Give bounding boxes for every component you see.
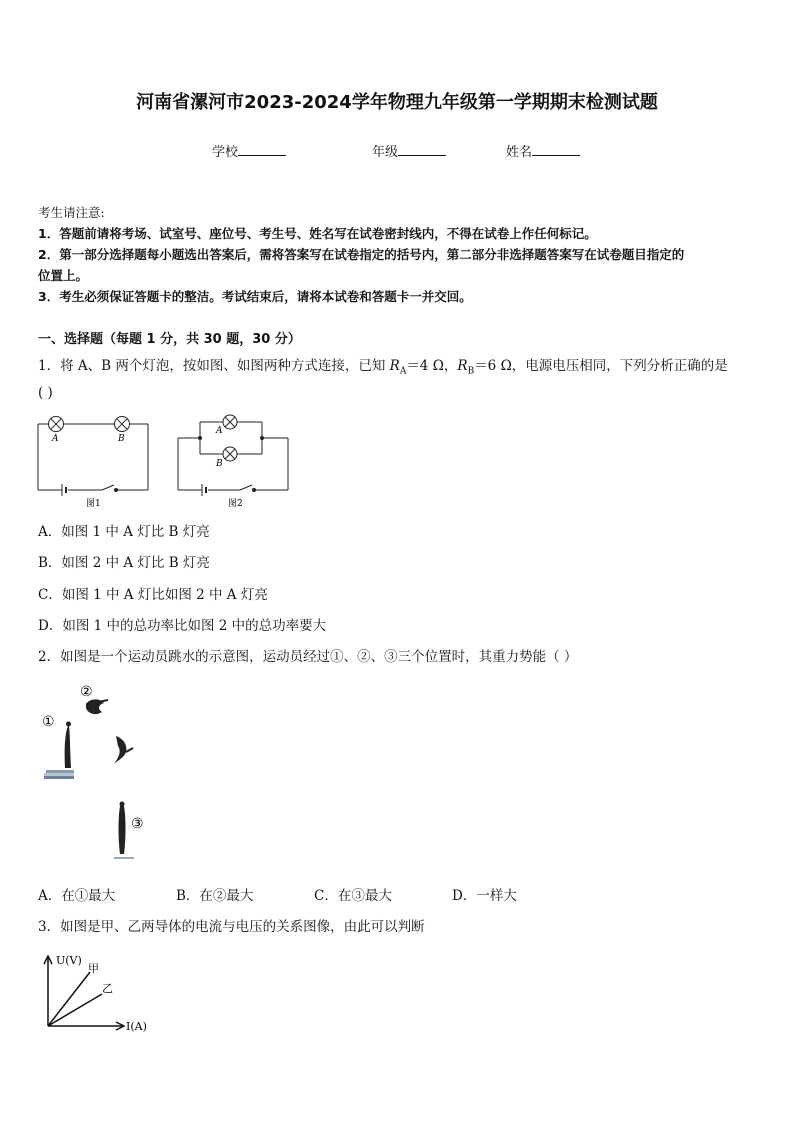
q2-option-c[interactable]: C．在③最大 (314, 888, 392, 904)
school-label: 学校 (212, 145, 239, 160)
x-axis-label: I(A) (126, 1020, 147, 1032)
name-blank[interactable] (532, 143, 580, 156)
q3-ui-graph (40, 950, 160, 1032)
q2-option-b[interactable]: B．在②最大 (176, 888, 254, 904)
ra-symbol: R (389, 358, 400, 374)
diving-board (44, 770, 74, 779)
fig2-label: 图2 (228, 499, 243, 509)
notice-item-2: 2．第一部分选择题每小题选出答案后，需将答案写在试卷指定的括号内，第二部分非选择题答案写在试卷题目指定的 (38, 247, 685, 262)
q1-stem (38, 354, 728, 377)
school-blank[interactable] (238, 143, 286, 156)
fig2-lamp-a-label: A (216, 426, 223, 436)
q1-option-d[interactable]: D．如图 1 中的总功率比如图 2 中的总功率要大 (38, 618, 327, 634)
mark-2: ② (80, 684, 93, 700)
q1-option-c[interactable]: C．如图 1 中 A 灯比如图 2 中 A 灯亮 (38, 587, 268, 603)
mark-3: ③ (131, 816, 144, 832)
grade-field[interactable] (372, 141, 446, 160)
name-label: 姓名 (506, 145, 533, 160)
diver-position-3a (114, 736, 126, 764)
mark-1: ① (42, 714, 55, 730)
y-axis-label: U(V) (56, 954, 82, 967)
rb-symbol: R (457, 358, 468, 374)
q2-option-d[interactable]: D．一样大 (452, 888, 517, 904)
ra-sub: A (399, 366, 407, 377)
name-field[interactable] (506, 141, 580, 160)
circuit-1 (38, 417, 148, 497)
q2-diving-figure (38, 678, 168, 863)
line-yi (48, 994, 102, 1026)
fig1-label: 图1 (86, 499, 101, 509)
q3-stem: 3．如图是甲、乙两导体的电流与电压的关系图像，由此可以判断 (38, 919, 425, 935)
notice-item-2-cont: 位置上。 (38, 268, 89, 283)
grade-blank[interactable] (398, 143, 446, 156)
ra-value: ＝4 Ω， (406, 358, 458, 374)
line-jia (48, 972, 90, 1026)
rb-value: ＝6 Ω，电源电压相同，下列分析正确的是 (474, 358, 728, 374)
fig1-lamp-a-label: A (52, 434, 59, 444)
diver-position-3 (119, 806, 126, 854)
q2-stem: 2．如图是一个运动员跳水的示意图，运动员经过①、②、③三个位置时，其重力势能（ ） (38, 649, 578, 665)
fig2-lamp-b-label: B (216, 459, 223, 469)
q1-option-b[interactable]: B．如图 2 中 A 灯比 B 灯亮 (38, 555, 210, 571)
notice-item-3: 3．考生必须保证答题卡的整洁。考试结束后，请将本试卷和答题卡一并交回。 (38, 289, 472, 304)
line-jia-label: 甲 (88, 962, 99, 975)
q1-option-a[interactable]: A．如图 1 中 A 灯比 B 灯亮 (38, 524, 210, 540)
line-yi-label: 乙 (102, 982, 113, 995)
q1-answer-paren: ( ) (38, 385, 53, 401)
q1-stem-text: 1．将 A、B 两个灯泡，按如图、如图两种方式连接，已知 (38, 358, 390, 374)
grade-label: 年级 (372, 145, 399, 160)
rb-sub: B (467, 366, 475, 377)
school-field[interactable] (212, 141, 286, 160)
notice-item-1: 1．答题前请将考场、试室号、座位号、考生号、姓名写在试卷密封线内，不得在试卷上作任何标记。 (38, 226, 597, 241)
section-heading: 一、选择题（每题 1 分，共 30 题，30 分） (38, 332, 301, 347)
q2-option-a[interactable]: A．在①最大 (38, 888, 116, 904)
fig1-lamp-b-label: B (118, 434, 125, 444)
q1-circuit-figure (34, 410, 296, 512)
diver-position-1 (65, 726, 71, 768)
page-title: 河南省漯河市2023-2024学年物理九年级第一学期期末检测试题 (136, 92, 658, 113)
circuit-2 (178, 415, 288, 496)
notice-heading: 考生请注意: (38, 205, 105, 220)
